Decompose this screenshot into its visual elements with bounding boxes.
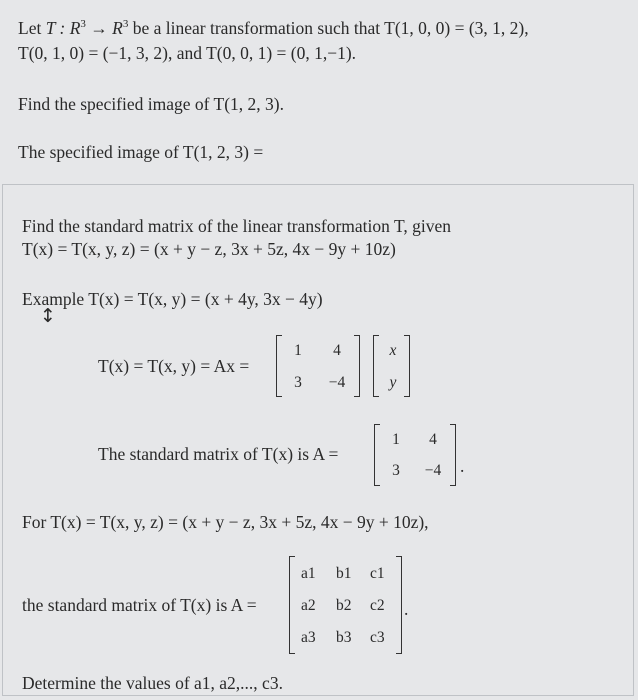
determine-values-prompt: Determine the values of a1, a2,..., c3. bbox=[22, 673, 283, 693]
example-result-label: The standard matrix of T(x) is A = bbox=[98, 444, 339, 464]
answer-matrix-cell: a3 bbox=[301, 629, 316, 646]
answer-matrix-cell: c3 bbox=[370, 629, 385, 646]
example-matrix-cell: −4 bbox=[328, 374, 346, 391]
result-matrix-cell: 1 bbox=[392, 431, 400, 448]
updown-arrow-icon: ↕ bbox=[40, 305, 56, 327]
answer-matrix-cell: a2 bbox=[301, 597, 316, 614]
answer-period: . bbox=[404, 599, 409, 619]
answer-matrix-left-bracket bbox=[289, 556, 295, 654]
example-matrix-right-bracket bbox=[354, 335, 360, 397]
problem-line-2: T(0, 1, 0) = (−1, 3, 2), and T(0, 0, 1) = (0, 1,−1). bbox=[18, 43, 357, 63]
answer-matrix-cell: b2 bbox=[336, 597, 352, 614]
answer-matrix-right-bracket bbox=[396, 556, 402, 654]
result-matrix-left-bracket bbox=[374, 424, 380, 486]
example-matrix-cell: 1 bbox=[294, 342, 302, 359]
result-matrix-cell: 3 bbox=[392, 462, 400, 479]
result-matrix-right-bracket bbox=[450, 424, 456, 486]
matrix-intro-line-1: Find the standard matrix of the linear transformation T, given bbox=[22, 216, 451, 236]
result-period: . bbox=[460, 456, 465, 476]
answer-label: the standard matrix of T(x) is A = bbox=[22, 595, 257, 615]
answer-matrix-cell: c2 bbox=[370, 597, 385, 614]
answer-matrix-cell: b3 bbox=[336, 629, 352, 646]
example-line: Example T(x) = T(x, y) = (x + 4y, 3x − 4y) bbox=[22, 289, 323, 309]
result-matrix-cell: 4 bbox=[429, 431, 437, 448]
result-matrix-cell: −4 bbox=[424, 462, 442, 479]
example-vector-cell: y bbox=[389, 374, 397, 391]
example-matrix-cell: 4 bbox=[333, 342, 341, 359]
answer-matrix-cell: c1 bbox=[370, 565, 385, 582]
standard-matrix-panel bbox=[2, 184, 634, 696]
example-equation: T(x) = T(x, y) = Ax = bbox=[98, 356, 250, 376]
answer-matrix-cell: a1 bbox=[301, 565, 316, 582]
matrix-intro-line-2: T(x) = T(x, y, z) = (x + y − z, 3x + 5z, 4x − 9y + 10z) bbox=[22, 239, 396, 259]
image-answer-label: The specified image of T(1, 2, 3) = bbox=[18, 142, 264, 162]
for-line: For T(x) = T(x, y, z) = (x + y − z, 3x + 5z, 4x − 9y + 10z), bbox=[22, 512, 429, 532]
example-matrix-left-bracket bbox=[276, 335, 282, 397]
problem-line-1: Let T : $R^3 \to R^3$ be a linear transformation such that T(1, 0, 0) = (3, 1, 2), bbox=[18, 18, 529, 38]
example-matrix-cell: 3 bbox=[294, 374, 302, 391]
example-vector-cell: x bbox=[389, 342, 397, 359]
find-image-prompt: Find the specified image of T(1, 2, 3). bbox=[18, 94, 285, 114]
example-vector-right-bracket bbox=[404, 335, 410, 397]
answer-matrix-cell: b1 bbox=[336, 565, 352, 582]
